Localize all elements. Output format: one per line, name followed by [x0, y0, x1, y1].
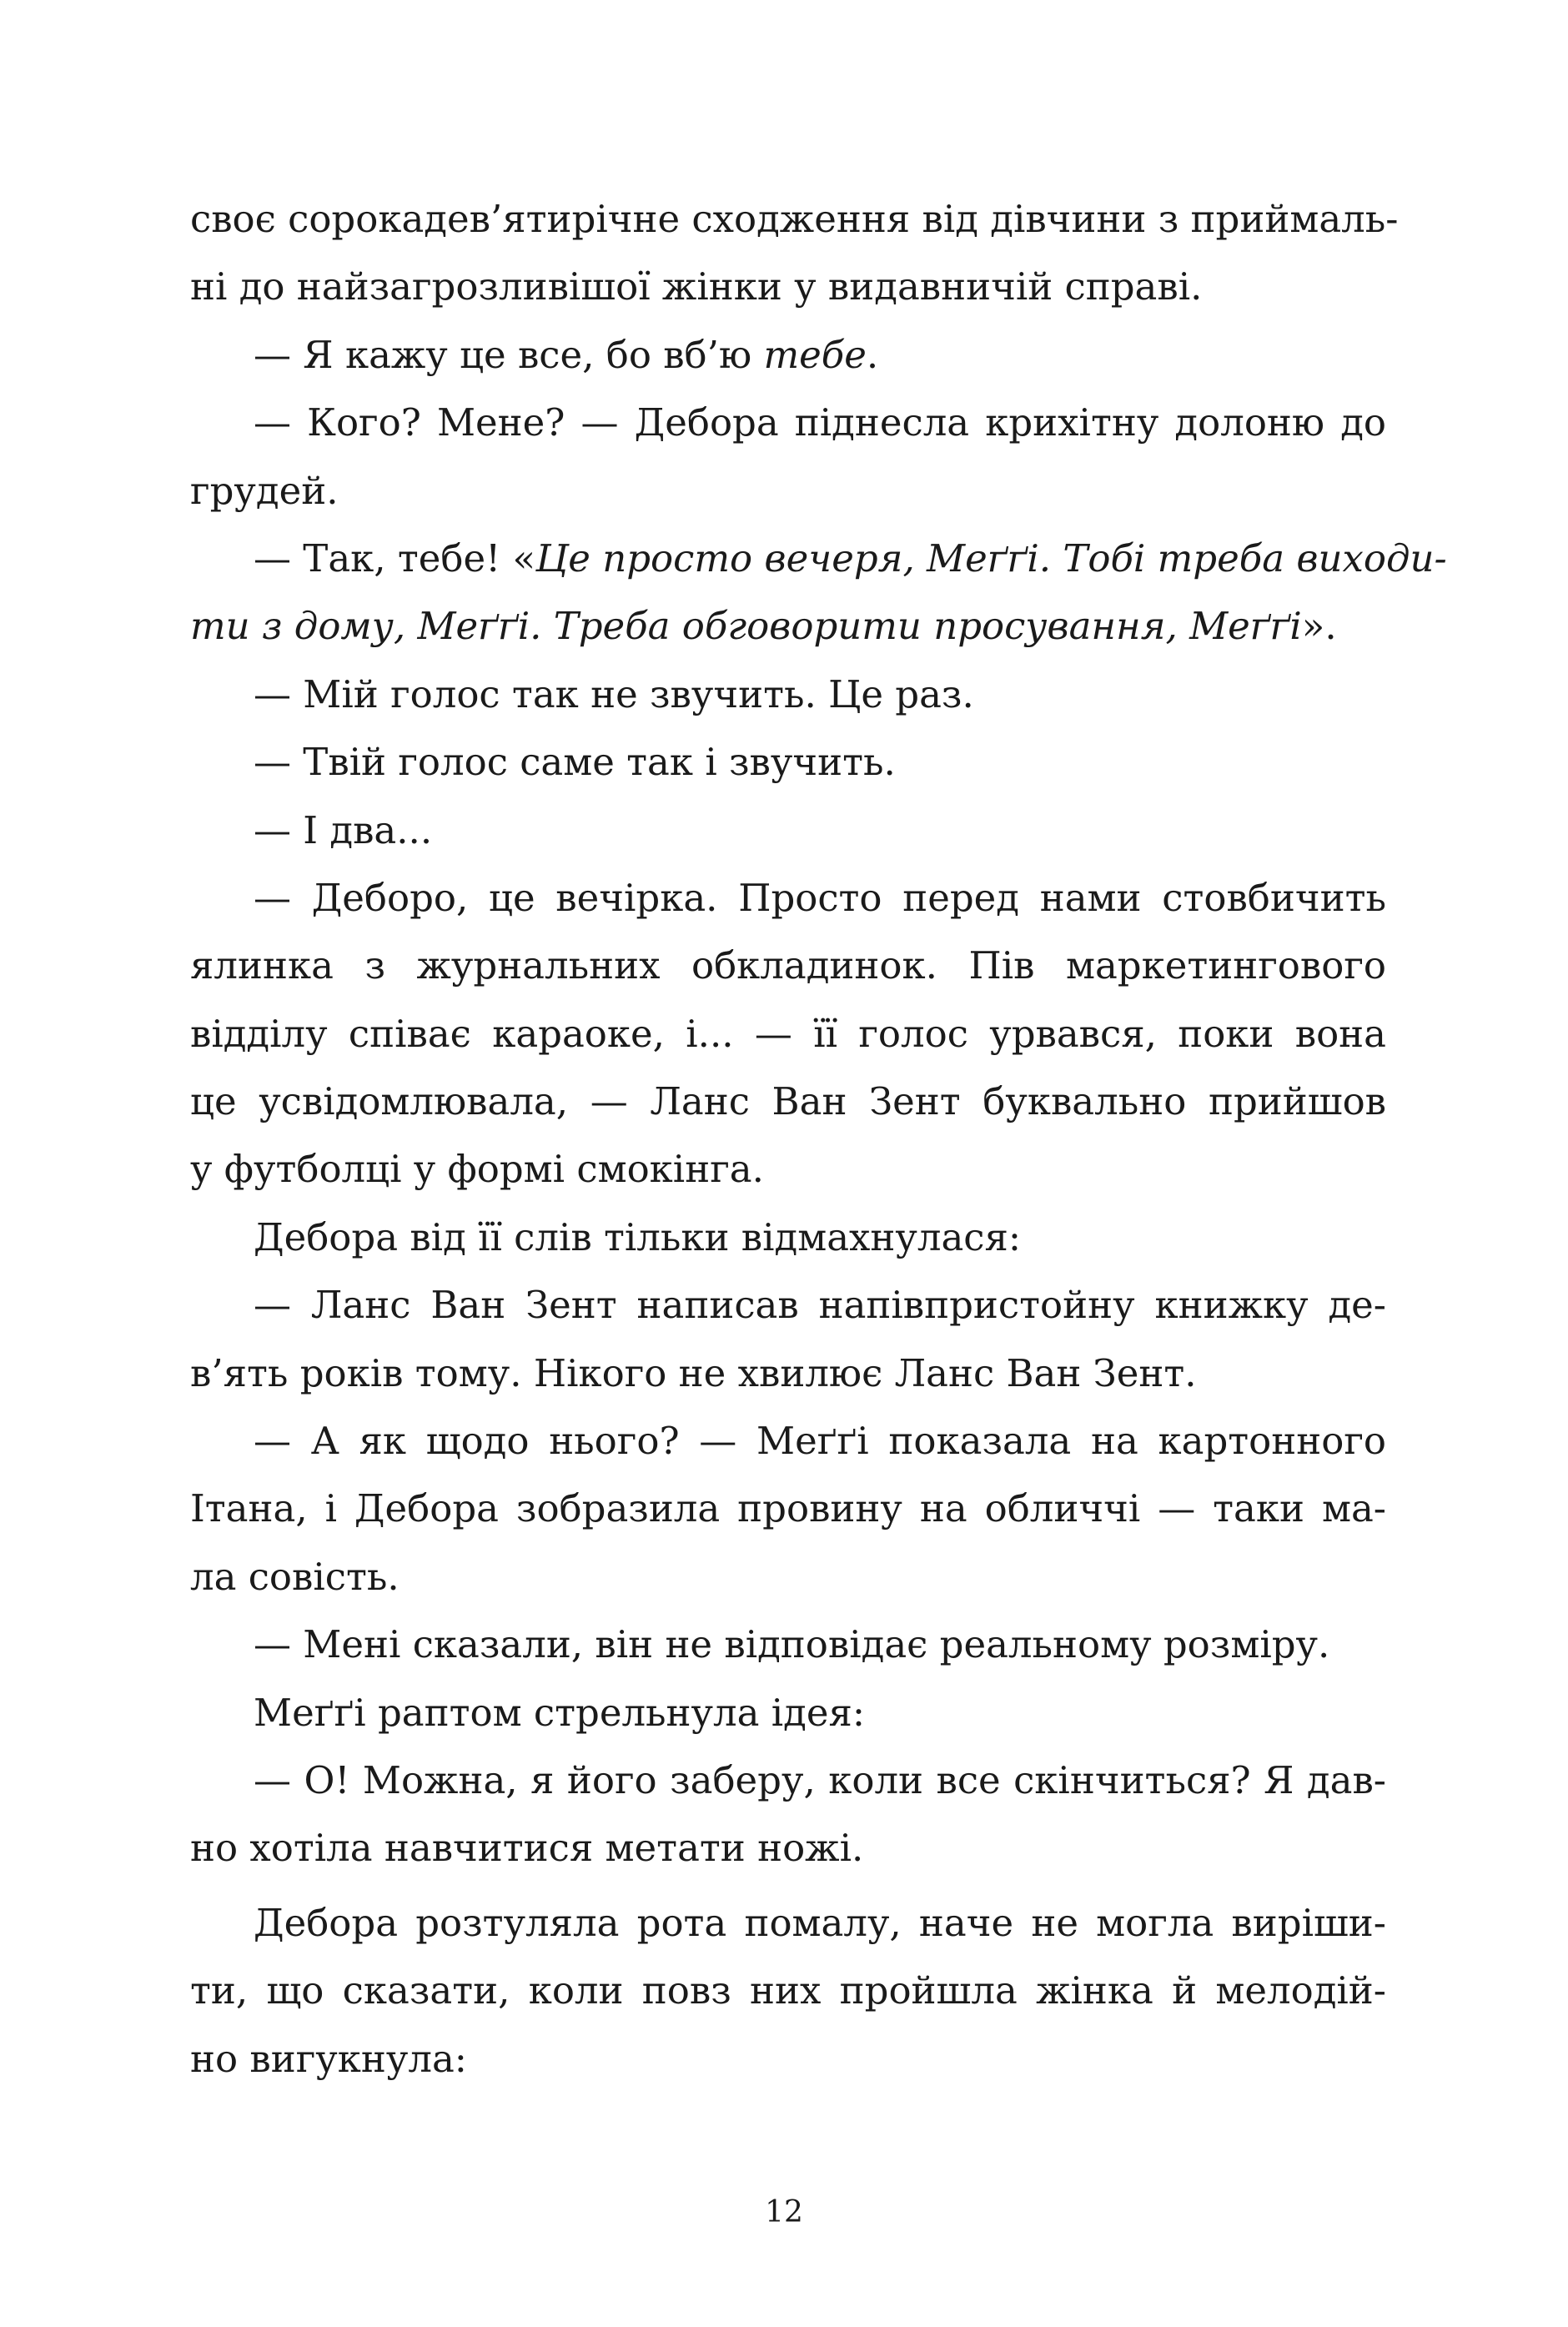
text-segment: — Деборо, це вечірка. Просто перед нами стовбичить [254, 875, 1386, 920]
text-segment: ялинка з журнальних обкладинок. Пів маркетингового [190, 943, 1386, 988]
page-number: 12 [765, 2195, 803, 2229]
text-segment: відділу співає караоке, і... — її голос урвався, поки вона [190, 1011, 1386, 1056]
text-line [190, 728, 1386, 796]
text-line [190, 1339, 1386, 1407]
text-segment: но вигукнула: [190, 2036, 467, 2081]
text-segment: в’ять років тому. Нікого не хвилює Ланс Ван Зент. [190, 1350, 1197, 1395]
text-line [190, 1204, 1386, 1271]
text-segment: Меґґі раптом стрельнула ідея: [254, 1690, 866, 1735]
text-segment: ». [1301, 604, 1337, 649]
text-segment: у футболці у формі смокінга. [190, 1147, 764, 1192]
text-line [190, 1611, 1386, 1678]
italic-text: Це просто вечеря, Меґґі. Тобі треба виходи- [535, 535, 1447, 580]
text-segment: ти, що сказати, коли повз них пройшла жінка й мелодій- [190, 1968, 1386, 2013]
text-line [190, 592, 1386, 660]
text-line [190, 1957, 1386, 2024]
text-line [190, 1814, 1386, 1882]
text-segment: грудей. [190, 468, 339, 513]
text-segment: Дебора розтуляла рота помалу, наче не могла виріши- [254, 1900, 1386, 1945]
text-segment: но хотіла навчитися метати ножі. [190, 1826, 864, 1871]
text-segment: — А як щодо нього? — Меґґі показала на картонного [254, 1419, 1386, 1464]
text-segment: ла совість. [190, 1554, 400, 1599]
text-line [190, 1000, 1386, 1068]
text-line [190, 389, 1386, 456]
text-segment: — Кого? Мене? — Дебора піднесла крихітну долоню до [254, 400, 1386, 445]
text-line [190, 797, 1386, 864]
italic-text: ти з дому, Меґґі. Треба обговорити просування, Меґґі [190, 604, 1302, 649]
italic-text: тебе [763, 332, 867, 377]
text-line [190, 185, 1399, 253]
text-line [190, 1068, 1386, 1135]
text-line [190, 1135, 1386, 1203]
text-line [190, 1889, 1386, 1957]
text-segment: — О! Можна, я його заберу, коли все скінчиться? Я дав- [254, 1757, 1386, 1802]
body-text [190, 185, 1447, 2093]
text-line [190, 661, 1386, 728]
text-segment: це усвідомлювала, — Ланс Ван Зент буквально прийшов [190, 1079, 1386, 1124]
text-segment: Дебора від її слів тільки відмахнулася: [254, 1214, 1022, 1259]
text-line [190, 457, 1386, 525]
text-line [190, 1747, 1386, 1814]
text-line [190, 1679, 1386, 1747]
text-line [190, 2025, 1386, 2093]
text-segment: ні до найзагрозливішої жінки у видавничій справі. [190, 264, 1203, 309]
text-segment: — Ланс Ван Зент написав напівпристойну книжку де- [254, 1283, 1386, 1328]
text-segment: — Так, тебе! « [254, 535, 536, 580]
text-line [190, 1543, 1386, 1611]
text-segment: — Я кажу це все, бо вб’ю [254, 332, 764, 377]
text-segment: своє сорокадев’ятирічне сходження від дівчини з приймаль- [190, 197, 1399, 241]
text-line [190, 253, 1386, 320]
text-line [190, 932, 1386, 999]
text-segment: — Мій голос так не звучить. Це раз. [254, 671, 974, 716]
text-line [190, 525, 1447, 592]
text-segment: — І два... [254, 807, 433, 852]
text-line [190, 1271, 1386, 1339]
text-line [190, 1475, 1386, 1542]
text-segment: Ітана, і Дебора зобразила провину на обличчі — таки ма- [190, 1486, 1386, 1531]
text-line [190, 864, 1386, 932]
text-line [190, 1407, 1386, 1475]
text-segment: — Мені сказали, він не відповідає реальному розміру. [254, 1622, 1330, 1667]
text-segment: — Твій голос саме так і звучить. [254, 740, 896, 785]
text-line [190, 321, 1386, 389]
text-segment: . [866, 332, 879, 377]
